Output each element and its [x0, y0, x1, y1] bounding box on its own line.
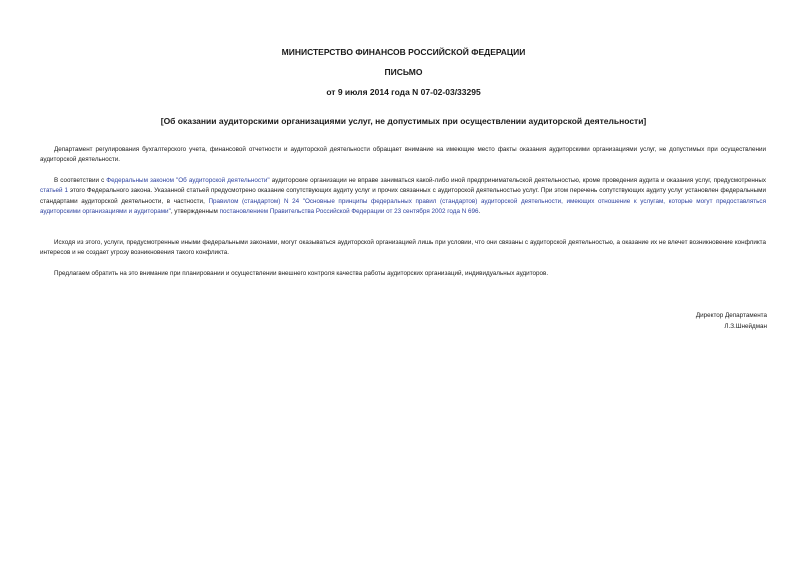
paragraph-2-text-3: этого Федерального закона. Указанной статьей предусмотрено оказание сопутствующих аудиту услуг и прочих связанных с аудиторской деятельностью услуг. При этом перечень сопутствующих аудиту услуг установлен федеральными стандартами аудиторской деятельности, в частности,	[40, 187, 766, 205]
paragraph-2-text-2: аудиторские организации не вправе заниматься какой-либо иной предпринимательской деятельностью, кроме проведения аудита и оказания услуг, предусмотренных	[269, 177, 766, 184]
ministry-title: МИНИСТЕРСТВО ФИНАНСОВ РОССИЙСКОЙ ФЕДЕРАЦИИ	[281, 47, 526, 57]
paragraph-2	[40, 176, 766, 218]
paragraph-2-text-1: В соответствии с	[54, 177, 107, 184]
document-subject: [Об оказании аудиторскими организациями услуг, не допустимых при осуществлении аудиторской деятельности]	[160, 116, 647, 126]
paragraph-2-text-5: .	[478, 208, 481, 216]
document-type: ПИСЬМО	[384, 67, 423, 77]
signature-name: Л.З.Шнейдман	[724, 323, 767, 330]
link-federal-law-audit[interactable]: Федеральным законом "Об аудиторской деятельности"	[106, 177, 270, 184]
document-date-number: от 9 июля 2014 года N 07-02-03/33295	[326, 87, 481, 97]
link-rule-standard-24[interactable]: Правилом (стандартом) N 24 "Основные принципы федеральных правил (стандартов) аудиторской деятельности, имеющих отношение к услугам, которые могут предоставляться аудиторскими организациями и аудиторами"	[40, 197, 766, 216]
paragraph-1: Департамент регулирования бухгалтерского учета, финансовой отчетности и аудиторской деятельности обращает внимание на имеющие место факты оказания аудиторскими организациями услуг, не допустимых при осуществлении аудиторской деятельности.	[40, 146, 766, 164]
signature-title: Директор Департамента	[695, 312, 767, 319]
paragraph-2-text-4: , утвержденным	[170, 208, 220, 216]
paragraph-4: Предлагаем обратить на это внимание при планировании и осуществлении внешнего контроля качества работы аудиторских организаций, индивидуальных аудиторов.	[54, 270, 549, 277]
link-article-1[interactable]: статьей 1	[40, 187, 68, 195]
link-government-resolution-696[interactable]: постановлением Правительства Российской Федерации от 23 сентября 2002 года N 696	[219, 208, 479, 216]
paragraph-3: Исходя из этого, услуги, предусмотренные иными федеральными законами, могут оказываться аудиторской организацией лишь при условии, что они связаны с аудиторской деятельностью, а оказание их не влечет возникновение конфликта интересов и не создает угрозу возникновения такого конфликта.	[40, 239, 766, 257]
